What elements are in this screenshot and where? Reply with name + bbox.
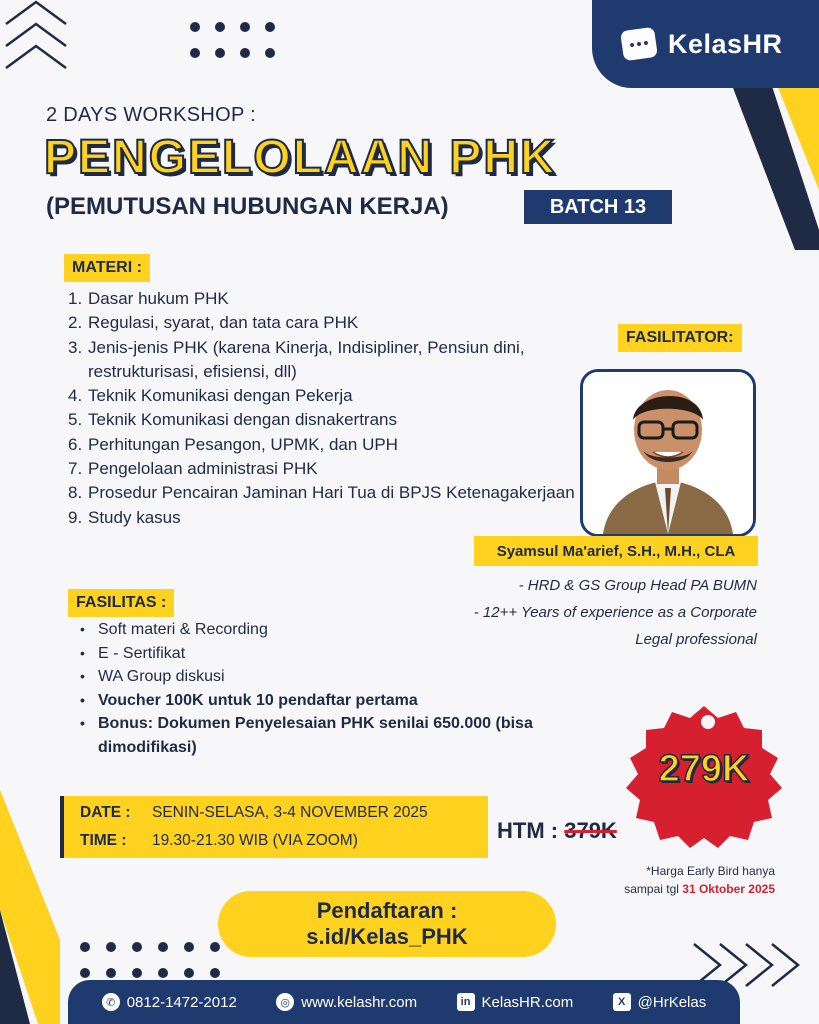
materi-item	[68, 287, 588, 311]
materi-item	[68, 481, 588, 505]
early-bird-line-1: *Harga Early Bird hanya	[646, 864, 775, 878]
fasilitas-item-text: Bonus: Dokumen Penyelesaian PHK senilai 650.000 (bisa dimodifikasi)	[98, 715, 533, 756]
materi-item	[68, 457, 588, 481]
right-diagonal-stripes	[700, 60, 819, 250]
early-bird-line-2: sampai tgl	[624, 882, 679, 896]
chat-bubble-icon	[620, 27, 658, 61]
materi-item	[68, 408, 588, 432]
materi-item-text: Teknik Komunikasi dengan disnakertrans	[88, 410, 398, 430]
fasilitator-label: FASILITATOR:	[618, 324, 742, 352]
materi-label: MATERI :	[64, 254, 150, 282]
materi-item-text: Jenis-jenis PHK (karena Kinerja, Indisipliner, Pensiun dini, restrukturisasi, efisiensi, dll)	[88, 337, 525, 381]
phone-text: 0812-1472-2012	[126, 993, 237, 1011]
page-subtitle: (PEMUTUSAN HUBUNGAN KERJA)	[46, 193, 449, 220]
top-left-chevrons	[0, 0, 70, 70]
batch-badge: BATCH 13	[524, 190, 672, 224]
materi-item-text: Dasar hukum PHK	[88, 289, 229, 308]
materi-item-text: Regulasi, syarat, dan tata cara PHK	[88, 313, 359, 333]
schedule-box	[60, 796, 488, 858]
registration-button[interactable]	[218, 891, 556, 957]
date-value: SENIN-SELASA, 3-4 NOVEMBER 2025	[152, 804, 428, 821]
materi-item-number: 7.	[68, 459, 83, 479]
new-price: 279K	[658, 748, 750, 790]
fasilitas-item	[80, 689, 600, 713]
footer-phone[interactable]	[102, 993, 237, 1011]
registration-link[interactable]: s.id/Kelas_PHK	[306, 924, 468, 949]
date-row	[80, 804, 428, 822]
bullet-icon: •	[80, 715, 85, 731]
fasilitas-item	[80, 665, 600, 689]
bullet-icon: •	[80, 691, 85, 708]
fasilitator-bio-2: - 12++ Years of experience as a Corporate	[473, 604, 757, 621]
bullet-icon: •	[80, 644, 85, 661]
fasilitas-item-text: Voucher 100K untuk 10 pendaftar pertama	[98, 691, 418, 709]
globe-icon: ◎	[276, 993, 294, 1011]
materi-item-number: 6.	[68, 434, 83, 454]
fasilitator-bio-1: - HRD & GS Group Head PA BUMN	[518, 577, 757, 594]
footer-twitter[interactable]	[613, 993, 707, 1011]
materi-item-number: 2.	[68, 313, 83, 333]
fasilitas-item-text: E - Sertifikat	[98, 644, 186, 662]
materi-item-text: Teknik Komunikasi dengan Pekerja	[88, 386, 353, 406]
fasilitas-item-text: WA Group diskusi	[98, 668, 225, 685]
htm-price	[497, 818, 617, 844]
linkedin-text: KelasHR.com	[481, 993, 574, 1011]
whatsapp-icon: ✆	[102, 993, 120, 1011]
workshop-eyebrow: 2 DAYS WORKSHOP :	[46, 104, 256, 126]
materi-item-text: Pengelolaan administrasi PHK	[88, 459, 318, 479]
page-title: PENGELOLAAN PHK	[44, 131, 557, 184]
fasilitas-item	[80, 642, 600, 666]
materi-item-number: 4.	[68, 386, 83, 406]
footer-linkedin[interactable]	[457, 993, 574, 1011]
materi-item-number: 1.	[68, 289, 83, 308]
materi-item	[68, 433, 588, 457]
footer-website[interactable]	[276, 993, 417, 1011]
logo[interactable]	[592, 0, 819, 88]
footer-bar	[68, 980, 740, 1024]
time-row	[80, 832, 358, 850]
registration-label: Pendaftaran :	[316, 898, 458, 923]
materi-item-number: 5.	[68, 410, 83, 430]
x-twitter-icon: X	[613, 993, 631, 1011]
left-bottom-stripes	[0, 790, 60, 1024]
early-bird-deadline: 31 Oktober 2025	[682, 882, 775, 896]
time-value: 19.30-21.30 WIB (VIA ZOOM)	[152, 832, 358, 849]
materi-list	[68, 287, 588, 530]
htm-label: HTM :	[497, 818, 559, 843]
fasilitator-photo	[580, 369, 756, 537]
materi-item	[68, 506, 588, 530]
fasilitas-item	[80, 712, 600, 759]
bullet-icon: •	[80, 668, 85, 684]
top-dots	[190, 22, 275, 58]
materi-item-number: 8.	[68, 483, 83, 503]
date-label: DATE :	[80, 804, 131, 821]
materi-item-number: 9.	[68, 507, 83, 527]
fasilitator-name: Syamsul Ma'arief, S.H., M.H., CLA	[474, 536, 758, 566]
early-bird-note	[624, 862, 775, 898]
fasilitator-bio-3: Legal professional	[635, 631, 757, 648]
materi-item-text: Perhitungan Pesangon, UPMK, dan UPH	[88, 434, 398, 454]
old-price: 379K	[564, 818, 617, 843]
linkedin-icon: in	[457, 993, 475, 1011]
materi-item	[68, 311, 588, 335]
materi-item-text: Prosedur Pencairan Jaminan Hari Tua di BPJS Ketenagakerjaan	[88, 483, 575, 503]
fasilitas-label: FASILITAS :	[68, 589, 174, 617]
time-label: TIME :	[80, 832, 127, 849]
website-text: www.kelashr.com	[301, 993, 418, 1011]
materi-item-text: Study kasus	[88, 507, 181, 527]
materi-item	[68, 336, 588, 385]
twitter-text: @HrKelas	[637, 993, 707, 1011]
bullet-icon: •	[80, 621, 85, 637]
logo-text: KelasHR	[668, 28, 783, 59]
materi-item	[68, 384, 588, 408]
materi-item-number: 3.	[68, 337, 83, 357]
bottom-left-dots	[80, 942, 220, 978]
fasilitas-item	[80, 618, 600, 642]
fasilitas-list	[80, 618, 600, 759]
fasilitas-item-text: Soft materi & Recording	[98, 621, 268, 638]
